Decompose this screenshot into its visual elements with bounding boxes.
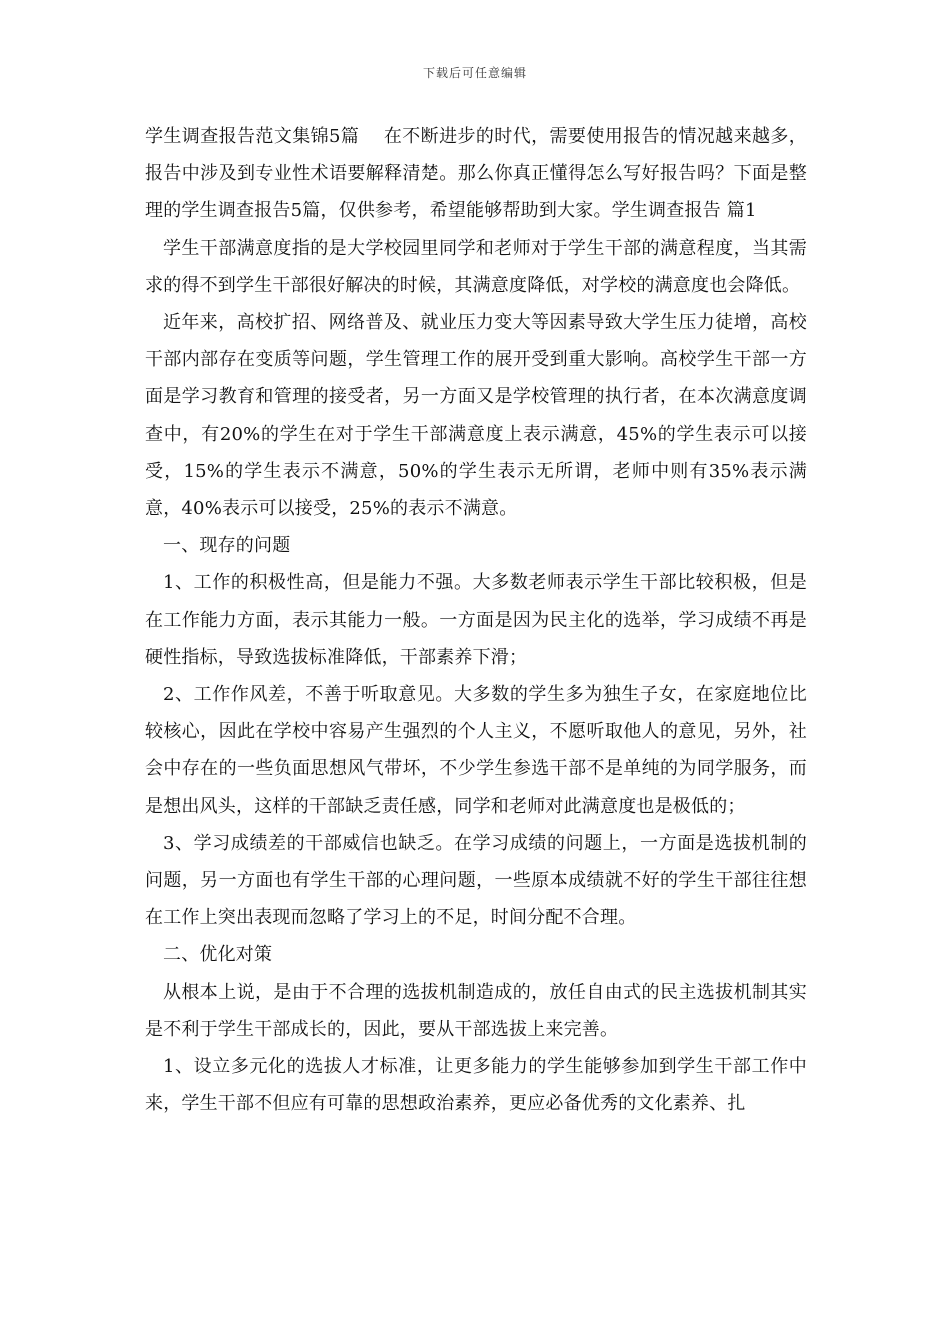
body-paragraph: 从根本上说，是由于不合理的选拔机制造成的，放任自由式的民主选拔机制其实是不利于学生干部成长的，因此，要从干部选拔上来完善。 [145, 981, 807, 1040]
intro-paragraph: 学生调查报告范文集锦5篇 在不断进步的时代，需要使用报告的情况越来越多，报告中涉及到专业性术语要解释清楚。那么你真正懂得怎么写好报告吗？下面是整理的学生调查报告5篇，仅供参考，希望能够帮助到大家。学生调查报告 篇1 [145, 126, 807, 222]
section-heading: 一、现存的问题 [163, 535, 291, 557]
body-paragraph: 近年来，高校扩招、网络普及、就业压力变大等因素导致大学生压力徒增，高校干部内部存在变质等问题，学生管理工作的展开受到重大影响。高校学生干部一方面是学习教育和管理的接受者，另一方面又是学校管理的执行者，在本次满意度调查中，有20%的学生在对于学生干部满意度上表示满意，45%的学生表示可以接受，15%的学生表示不满意，50%的学生表示无所谓，老师中则有35%表示满意，40%表示可以接受，25%的表示不满意。 [145, 312, 807, 520]
body-paragraph: 2、工作作风差，不善于听取意见。大多数的学生多为独生子女，在家庭地位比较核心，因此在学校中容易产生强烈的个人主义，不愿听取他人的意见，另外，社会中存在的一些负面思想风气带坏，不少学生参选干部不是单纯的为同学服务，而是想出风头，这样的干部缺乏责任感，同学和老师对此满意度也是极低的； [145, 684, 807, 817]
section-heading: 二、优化对策 [163, 944, 273, 966]
body-paragraph: 1、设立多元化的选拔人才标准，让更多能力的学生能够参加到学生干部工作中来，学生干部不但应有可靠的思想政治素养，更应必备优秀的文化素养、扎 [145, 1056, 807, 1115]
body-paragraph: 1、工作的积极性高，但是能力不强。大多数老师表示学生干部比较积极，但是在工作能力方面，表示其能力一般。一方面是因为民主化的选举，学习成绩不再是硬性指标，导致选拔标准降低，干部素养下滑； [145, 572, 807, 668]
document-body [145, 118, 807, 1122]
body-paragraph: 学生干部满意度指的是大学校园里同学和老师对于学生干部的满意程度，当其需求的得不到学生干部很好解决的时候，其满意度降低，对学校的满意度也会降低。 [145, 237, 807, 296]
body-paragraph: 3、学习成绩差的干部威信也缺乏。在学习成绩的问题上，一方面是选拔机制的问题，另一方面也有学生干部的心理问题，一些原本成绩就不好的学生干部往往想在工作上突出表现而忽略了学习上的不足，时间分配不合理。 [145, 832, 807, 929]
page-header: 下载后可任意编辑 [422, 66, 527, 80]
